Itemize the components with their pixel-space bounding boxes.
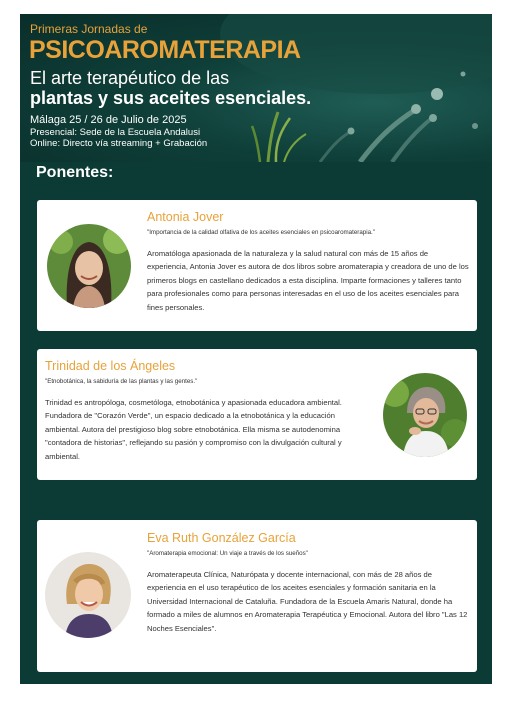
speaker-bio: Aromaterapeuta Clínica, Naturópata y docente internacional, con más de 28 años de experiencia en el uso terapéutico de los aceites esenciales y formación sanitaria en la Universidad Internacional de Cataluña. Fundadora de la Escuela Amaris Natural, donde ha formado a miles de alumnos en Aromaterapia Terapéutica y Emocional. Autora del libro "Las 12 Noches Esenciales". [147,570,468,633]
poster [20,14,492,684]
avatar [383,373,467,457]
event-title: PSICOAROMATERAPIA [29,36,301,64]
speaker-card-eva [37,520,477,672]
avatar [47,224,131,308]
section-title: Ponentes: [36,164,114,181]
speaker-name: Eva Ruth González García [147,531,296,545]
speaker-talk: "Aromaterapia emocional: Un viaje a través de los sueños" [147,550,308,557]
header-banner [20,14,492,162]
event-subtitle-line1: El arte terapéutico de las [30,68,230,88]
speaker-talk: "Importancia de la calidad olfativa de los aceites esenciales en psicoaromaterapia." [147,229,375,236]
event-date: Málaga 25 / 26 de Julio de 2025 [30,114,187,126]
speaker-name: Trinidad de los Ángeles [45,359,176,373]
speaker-name: Antonia Jover [147,210,224,224]
speaker-talk: "Etnobotánica, la sabiduría de las plantas y las gentes." [45,378,198,385]
speaker-card-antonia [37,200,477,331]
event-online: Online: Directo vía streaming + Grabación [30,138,208,149]
speaker-bio: Trinidad es antropóloga, cosmetóloga, etnobotánica y apasionada educadora ambiental. Fundadora de "Corazón Verde", un espacio dedicado a la etnobotánica y la educación ambiental. Autora del prestigioso blog sobre etnobotánica. Ella misma se autodenomina "contadora de historias", reflejando su pasión y compromiso con la divulgación cultural y ambiental. [45,398,342,461]
speaker-card-trinidad [37,349,477,480]
event-presencial: Presencial: Sede de la Escuela Andalusi [30,127,201,138]
speaker-bio: Aromatóloga apasionada de la naturaleza y la salud natural con más de 15 años de experiencia, Antonia Jover es autora de dos libros sobre aromaterapia y creadora de uno de los primeros blogs en castellano dedicados a esta disciplina. Imparte formaciones y talleres tanto para profesionales como para personas interesadas en el uso de los aceites esenciales para fines personales. [147,249,469,312]
avatar [45,552,131,638]
event-subtitle-line2: plantas y sus aceites esenciales. [30,88,312,108]
event-kicker: Primeras Jornadas de [30,22,148,36]
